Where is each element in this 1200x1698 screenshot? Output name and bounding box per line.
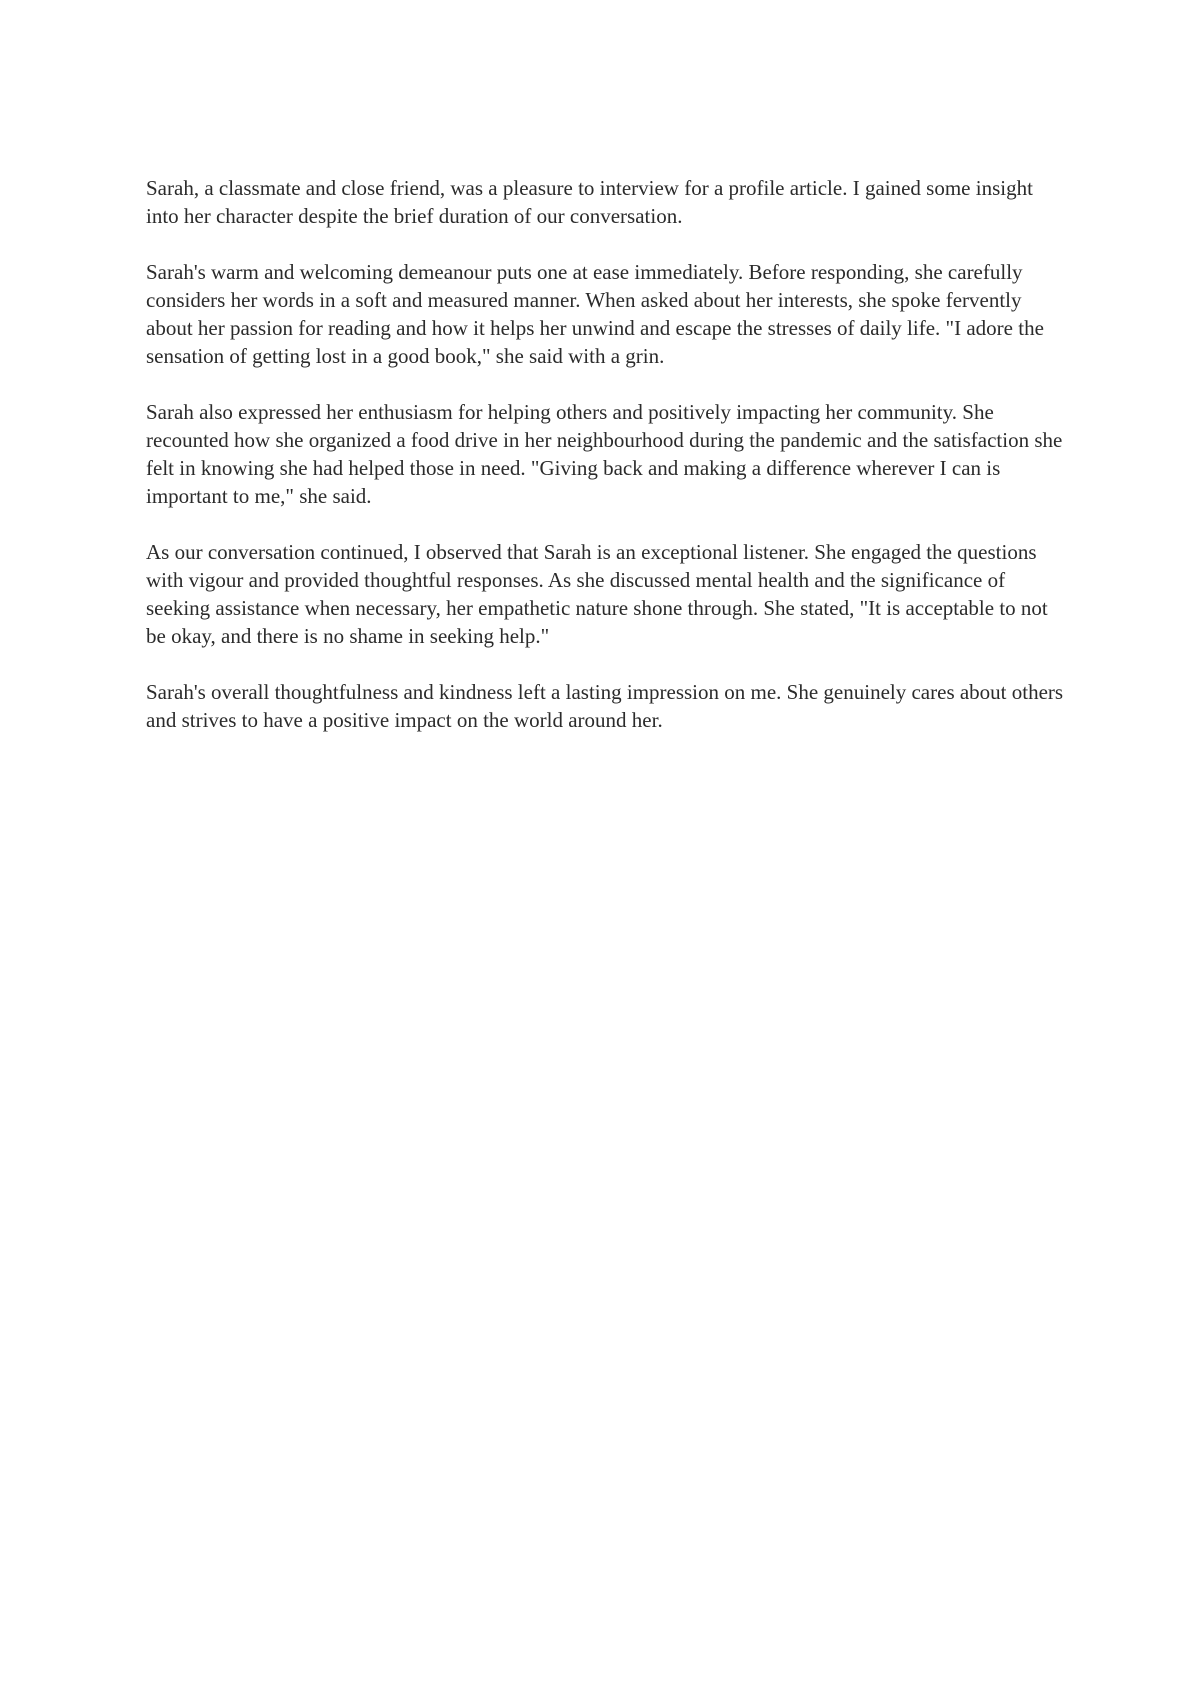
document-body — [146, 174, 1066, 762]
paragraph-intro: Sarah, a classmate and close friend, was a pleasure to interview for a profile article. I gained some insight into her character despite the brief duration of our conversation. — [146, 176, 1033, 228]
paragraph-conclusion: Sarah's overall thoughtfulness and kindness left a lasting impression on me. She genuinely cares about others and strives to have a positive impact on the world around her. — [146, 680, 1064, 732]
paragraph-demeanour: Sarah's warm and welcoming demeanour puts one at ease immediately. Before responding, she carefully considers her words in a soft and measured manner. When asked about her interests, she spoke fervently about her passion for reading and how it helps her unwind and escape the stresses of daily life. "I adore the sensation of getting lost in a good book," she said with a grin. — [146, 260, 1044, 368]
paragraph-community: Sarah also expressed her enthusiasm for helping others and positively impacting her community. She recounted how she organized a food drive in her neighbourhood during the pandemic and the satisfaction she felt in knowing she had helped those in need. "Giving back and making a difference wherever I can is important to me," she said. — [146, 400, 1063, 508]
paragraph-listener: As our conversation continued, I observed that Sarah is an exceptional listener. She engaged the questions with vigour and provided thoughtful responses. As she discussed mental health and the significance of seeking assistance when necessary, her empathetic nature shone through. She stated, "It is acceptable to not be okay, and there is no shame in seeking help." — [146, 540, 1048, 648]
